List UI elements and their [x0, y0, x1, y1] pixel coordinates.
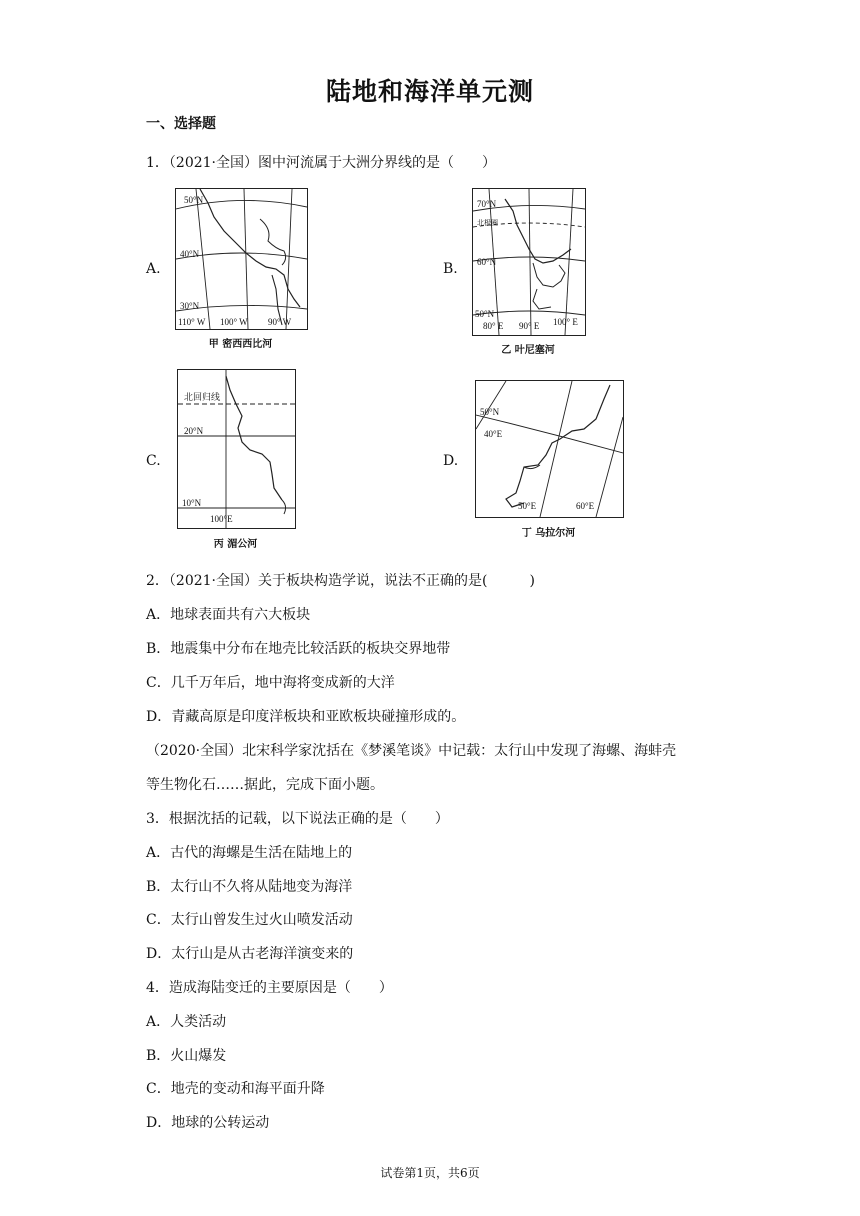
q4-option-a: A．人类活动: [146, 1014, 227, 1030]
q1-option-c: C.: [146, 453, 161, 469]
passage-line-2: 等生物化石……据此，完成下面小题。: [146, 777, 384, 793]
map-c-label: 10°N: [182, 498, 202, 508]
q2-stem: 2．（2021·全国）关于板块构造学说，说法不正确的是( ): [146, 573, 535, 589]
map-b-label: 北极圈: [477, 219, 498, 227]
map-ural: [475, 380, 624, 518]
map-c-caption: 丙 湄公河: [213, 539, 258, 550]
q3-option-b: B．太行山不久将从陆地变为海洋: [146, 879, 353, 895]
q4-option-c: C．地壳的变动和海平面升降: [146, 1081, 325, 1097]
q2-option-c: C．几千万年后，地中海将变成新的大洋: [146, 675, 395, 691]
map-d-label: 40°E: [484, 429, 503, 439]
map-b-label: 60°N: [477, 257, 497, 267]
map-d-label: 50°N: [480, 407, 500, 417]
q4-option-b: B．火山爆发: [146, 1048, 227, 1064]
map-mississippi: [175, 188, 308, 330]
q2-option-a: A．地球表面共有六大板块: [146, 607, 311, 623]
map-d-label: 50°E: [518, 501, 537, 511]
map-b-label: 90° E: [519, 321, 540, 331]
passage-line-1: （2020·全国）北宋科学家沈括在《梦溪笔谈》中记载：太行山中发现了海螺、海蚌壳: [146, 743, 677, 759]
q3-option-a: A．古代的海螺是生活在陆地上的: [146, 845, 353, 861]
map-c-label: 100°E: [210, 514, 233, 524]
q3-option-d: D．太行山是从古老海洋演变来的: [146, 946, 354, 962]
section-heading: 一、选择题: [146, 116, 216, 132]
map-a-label: 110° W: [178, 317, 206, 327]
map-b-label: 50°N: [475, 309, 495, 319]
map-mekong: [177, 369, 296, 529]
q1-option-a: A.: [146, 261, 161, 277]
map-d-caption: 丁 乌拉尔河: [521, 528, 576, 539]
map-a-label: 90° W: [268, 317, 292, 327]
q4-option-d: D．地球的公转运动: [146, 1115, 270, 1131]
map-a-label: 50°N: [184, 195, 204, 205]
page-footer: 试卷第1页，共6页: [380, 1166, 480, 1180]
map-yenisei: [472, 188, 586, 336]
map-b-label: 100° E: [553, 317, 578, 327]
page-title: 陆地和海洋单元测: [325, 77, 534, 106]
map-a-label: 40°N: [180, 249, 200, 259]
map-c-label: 20°N: [184, 426, 204, 436]
map-a-label: 30°N: [180, 301, 200, 311]
map-b-caption: 乙 叶尼塞河: [501, 345, 555, 356]
map-a-label: 100° W: [220, 317, 248, 327]
map-b-label: 70°N: [477, 199, 497, 209]
q3-option-c: C．太行山曾发生过火山喷发活动: [146, 912, 353, 928]
q3-stem: 3．根据沈括的记载，以下说法正确的是（ ）: [146, 811, 449, 827]
map-a-caption: 甲 密西西比河: [208, 339, 273, 350]
q4-stem: 4．造成海陆变迁的主要原因是（ ）: [146, 980, 393, 996]
map-d-label: 60°E: [576, 501, 595, 511]
q1-option-d: D.: [443, 453, 459, 469]
q2-option-b: B．地震集中分布在地壳比较活跃的板块交界地带: [146, 641, 451, 657]
q1-stem: 1．（2021·全国）图中河流属于大洲分界线的是（ ）: [146, 155, 496, 171]
map-b-label: 80° E: [483, 321, 504, 331]
q2-option-d: D．青藏高原是印度洋板块和亚欧板块碰撞形成的。: [146, 709, 466, 725]
map-c-label: 北回归线: [184, 392, 221, 402]
q1-option-b: B.: [443, 261, 458, 277]
